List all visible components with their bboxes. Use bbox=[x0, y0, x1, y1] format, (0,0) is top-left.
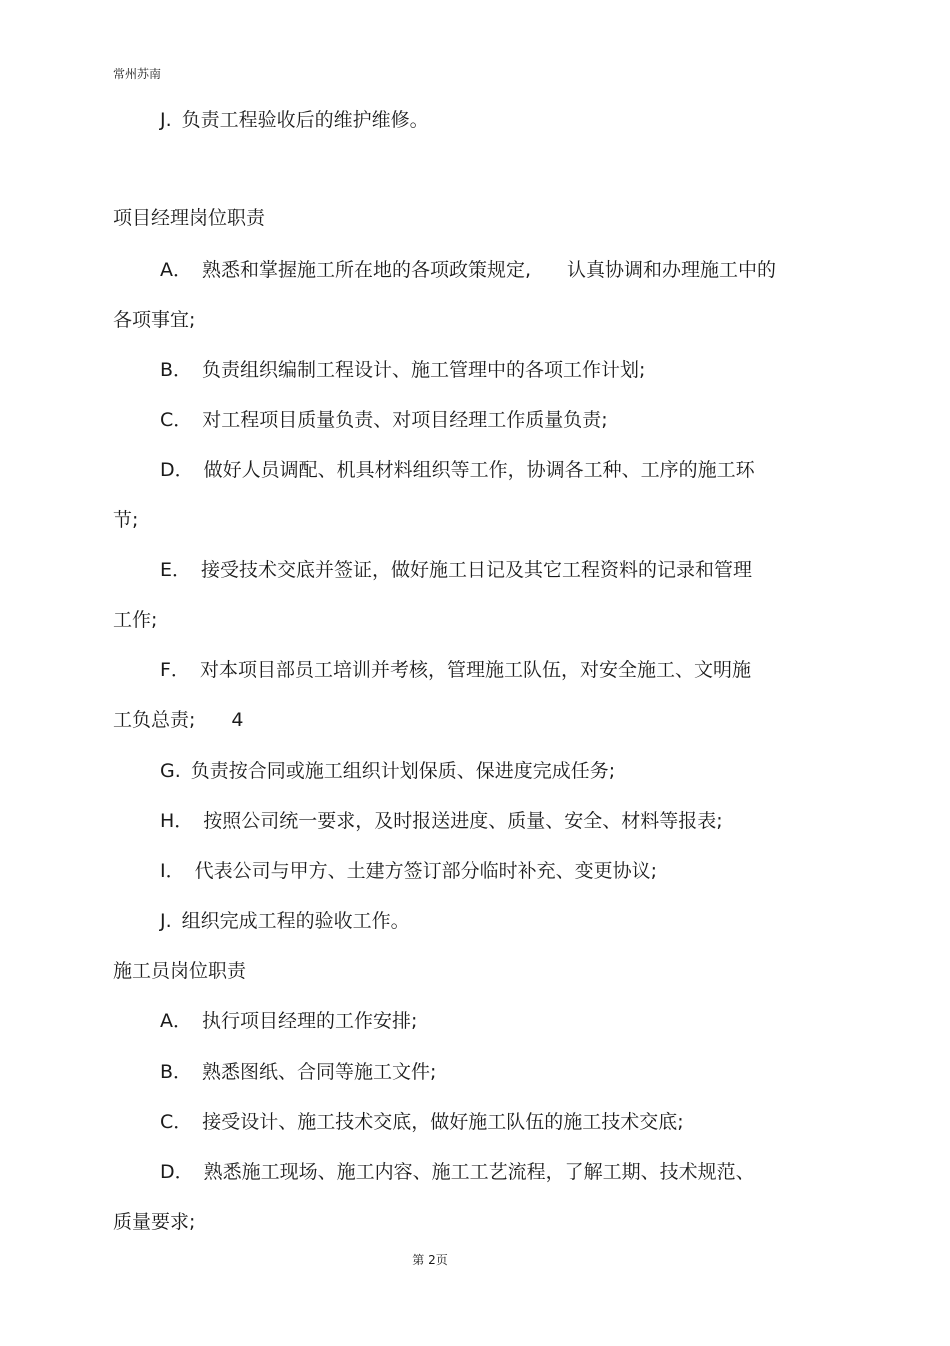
list-item bbox=[160, 557, 752, 583]
item-label: D． bbox=[160, 1161, 194, 1183]
item-text: 做好人员调配、机具材料组织等工作，协调各工种、工序的施工环 bbox=[203, 459, 755, 481]
item-label: D． bbox=[160, 459, 194, 481]
list-item bbox=[160, 1159, 755, 1185]
list-item bbox=[160, 1059, 436, 1085]
item-text: 负责按合同或施工组织计划保质、保进度完成任务; bbox=[190, 760, 616, 782]
item-label: F． bbox=[160, 659, 190, 681]
item-text: 代表公司与甲方、土建方签订部分临时补充、变更协议; bbox=[194, 860, 658, 882]
list-item bbox=[160, 908, 410, 934]
item-continuation: 节; bbox=[113, 509, 139, 531]
item-label: C． bbox=[160, 409, 193, 431]
item-text: 对工程项目质量负责、对项目经理工作质量负责; bbox=[202, 409, 608, 431]
list-item bbox=[160, 1008, 417, 1034]
item-text: 接受设计、施工技术交底，做好施工队伍的施工技术交底; bbox=[202, 1111, 684, 1133]
list-item bbox=[160, 257, 776, 283]
item-label: J. bbox=[160, 109, 172, 131]
stray-number: 4 bbox=[231, 709, 244, 731]
list-item bbox=[160, 357, 645, 383]
section-title: 项目经理岗位职责 bbox=[113, 207, 266, 229]
item-label: C． bbox=[160, 1111, 193, 1133]
item-text: 按照公司统一要求，及时报送进度、质量、安全、材料等报表; bbox=[203, 810, 723, 832]
list-item bbox=[160, 457, 755, 483]
list-item bbox=[160, 808, 723, 834]
page-header: 常州苏南 bbox=[113, 67, 162, 81]
section-title: 施工员岗位职责 bbox=[113, 960, 247, 982]
item-text: 负责组织编制工程设计、施工管理中的各项工作计划; bbox=[202, 359, 646, 381]
page-number: 第 2页 bbox=[412, 1253, 448, 1267]
list-item bbox=[160, 107, 429, 133]
item-continuation bbox=[113, 707, 244, 733]
item-label: B． bbox=[160, 1061, 193, 1083]
item-text: 组织完成工程的验收工作。 bbox=[181, 910, 410, 932]
item-text: 对本项目部员工培训并考核，管理施工队伍，对安全施工、文明施 bbox=[199, 659, 751, 681]
item-label: I． bbox=[160, 860, 185, 882]
item-label: H． bbox=[160, 810, 194, 832]
item-label: J. bbox=[160, 910, 172, 932]
item-label: G. bbox=[160, 760, 181, 782]
list-item bbox=[160, 858, 657, 884]
item-text: 熟悉图纸、合同等施工文件; bbox=[202, 1061, 437, 1083]
item-text: 熟悉和掌握施工所在地的各项政策规定, bbox=[202, 259, 532, 281]
item-text-continued: 认真协调和办理施工中的 bbox=[567, 259, 777, 281]
list-item bbox=[160, 407, 608, 433]
item-text: 接受技术交底并签证，做好施工日记及其它工程资料的记录和管理 bbox=[201, 559, 753, 581]
list-item bbox=[160, 1109, 684, 1135]
item-label: A． bbox=[160, 259, 192, 281]
item-text: 执行项目经理的工作安排; bbox=[202, 1010, 418, 1032]
item-continuation: 质量要求; bbox=[113, 1211, 196, 1233]
item-continuation-text: 工负总责; bbox=[113, 709, 196, 731]
item-text: 熟悉施工现场、施工内容、施工工艺流程，了解工期、技术规范、 bbox=[203, 1161, 755, 1183]
list-item bbox=[160, 657, 751, 683]
list-item bbox=[160, 758, 615, 784]
item-continuation: 各项事宜; bbox=[113, 309, 196, 331]
item-text: 负责工程验收后的维护维修。 bbox=[181, 109, 429, 131]
item-label: B． bbox=[160, 359, 193, 381]
item-continuation: 工作; bbox=[113, 609, 158, 631]
item-label: E． bbox=[160, 559, 192, 581]
item-label: A． bbox=[160, 1010, 192, 1032]
